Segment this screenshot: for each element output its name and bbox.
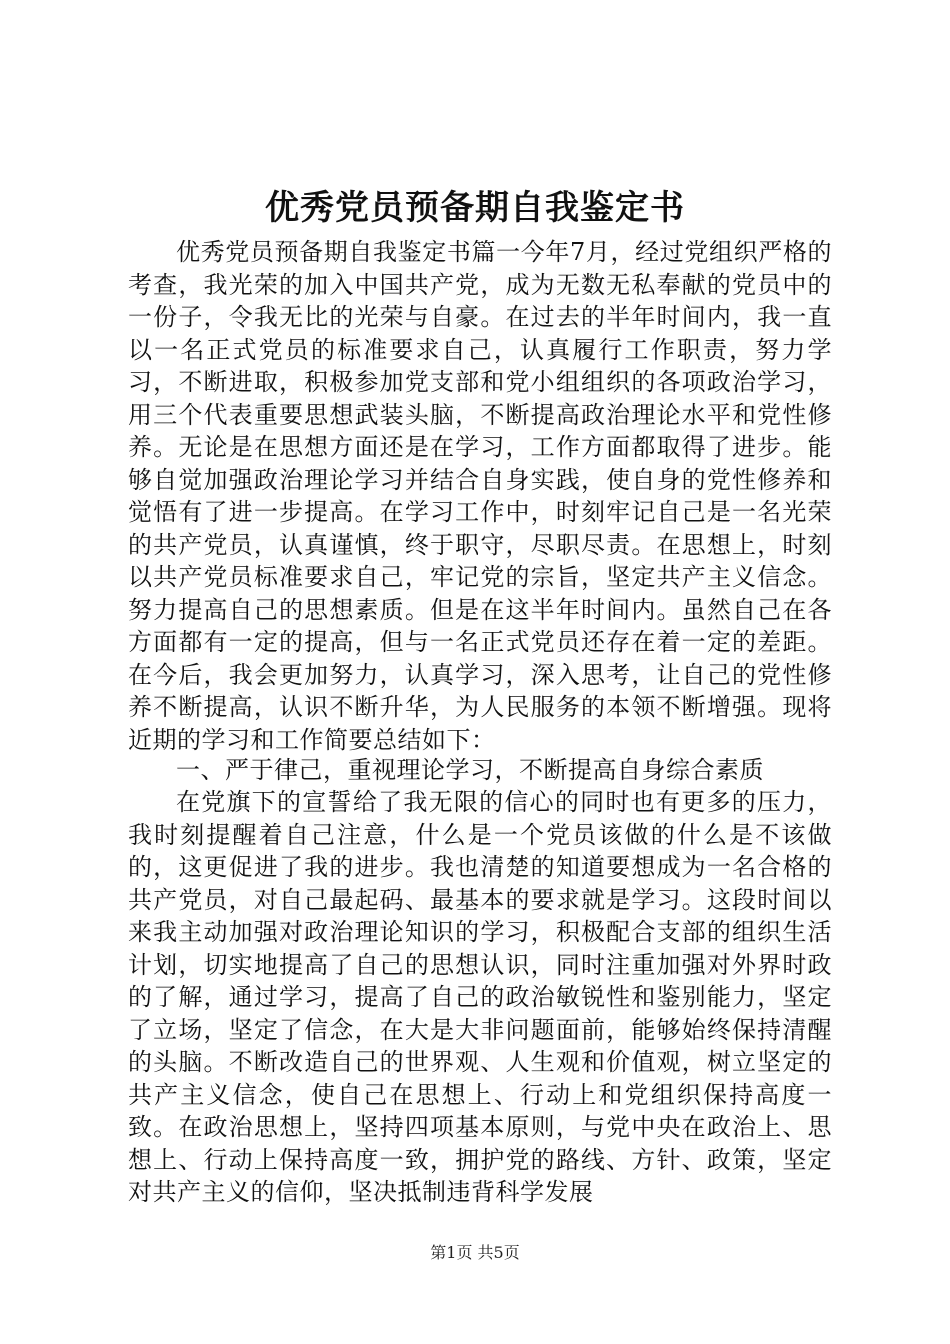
intro-paragraph: 优秀党员预备期自我鉴定书篇一今年7月，经过党组织严格的考查，我光荣的加入中国共产党，成为无数无私奉献的党员中的一份子，令我无比的光荣与自豪。在过去的半年时间内，我一直以一名正式党员的标准要求自己，认真履行工作职责，努力学习，不断进取，积极参加党支部和党小组组织的各项政治学习，用三个代表重要思想武装头脑，不断提高政治理论水平和党性修养。无论是在思想方面还是在学习，工作方面都取得了进步。能够自觉加强政治理论学习并结合自身实践，使自身的党性修养和觉悟有了进一步提高。在学习工作中，时刻牢记自己是一名光荣的共产党员，认真谨慎，终于职守，尽职尽责。在思想上，时刻以共产党员标准要求自己，牢记党的宗旨，坚定共产主义信念。努力提高自己的思想素质。但是在这半年时间内。虽然自己在各方面都有一定的提高，但与一名正式党员还存在着一定的差距。在今后，我会更加努力，认真学习，深入思考，让自己的党性修养不断提高，认识不断升华，为人民服务的本领不断增强。现将近期的学习和工作简要总结如下：: [128, 238, 832, 754]
page-footer: 第1页 共5页: [430, 1243, 520, 1262]
section-paragraph: 在党旗下的宣誓给了我无限的信心的同时也有更多的压力，我时刻提醒着自己注意，什么是一个党员该做的什么是不该做的，这更促进了我的进步。我也清楚的知道要想成为一名合格的共产党员，对自己最起码、最基本的要求就是学习。这段时间以来我主动加强对政治理论知识的学习，积极配合支部的组织生活计划，切实地提高了自己的思想认识，同时注重加强对外界时政的了解，通过学习，提高了自己的政治敏锐性和鉴别能力，坚定了立场，坚定了信念，在大是大非问题面前，能够始终保持清醒的头脑。不断改造自己的世界观、人生观和价值观，树立坚定的共产主义信念，使自己在思想上、行动上和党组织保持高度一致。在政治思想上，坚持四项基本原则，与党中央在政治上、思想上、行动上保持高度一致，拥护党的路线、方针、政策，坚定对共产主义的信仰，坚决抵制违背科学发展: [128, 788, 832, 1206]
document-title: 优秀党员预备期自我鉴定书: [265, 188, 685, 228]
section-heading: 一、严于律己，重视理论学习，不断提高自身综合素质: [176, 756, 764, 784]
